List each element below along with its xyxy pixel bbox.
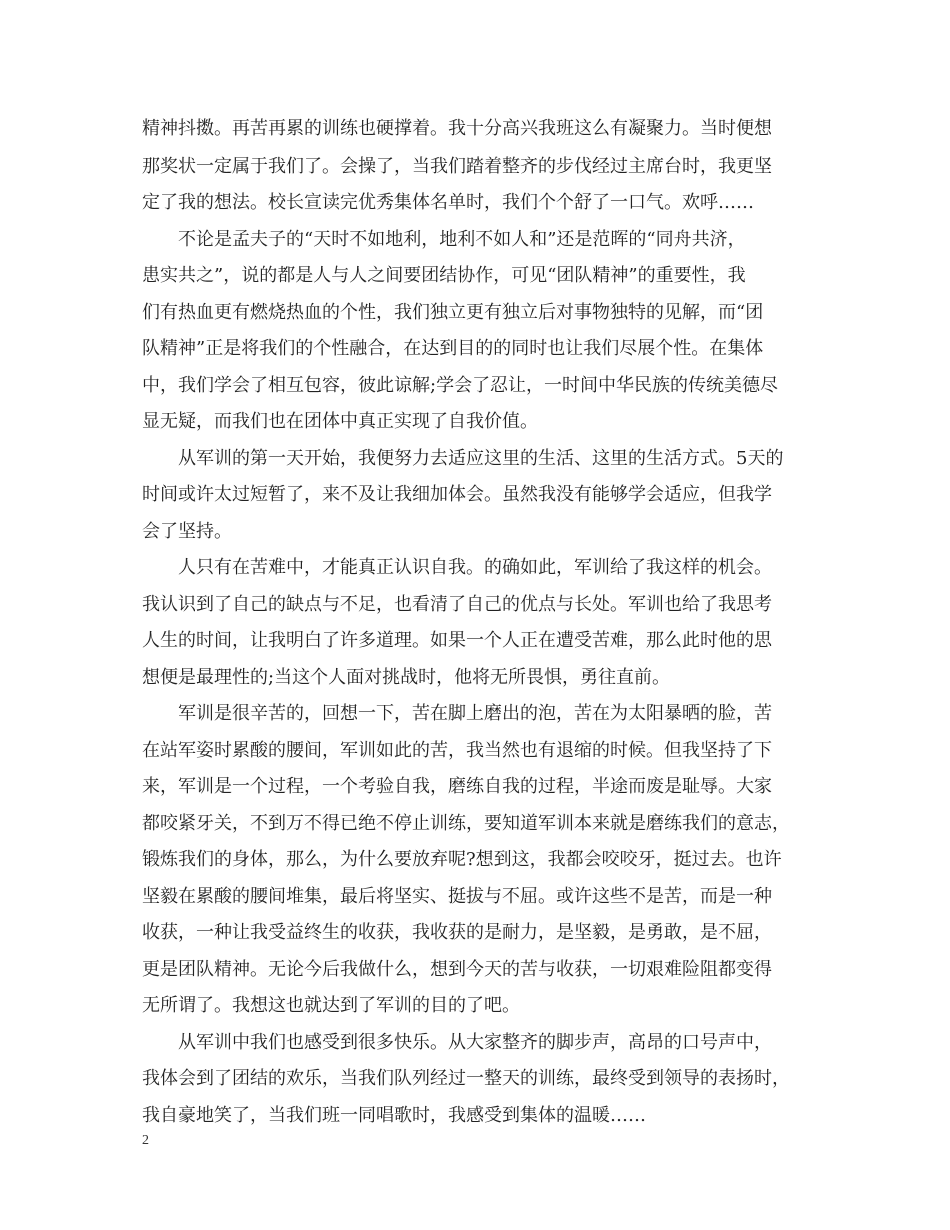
paragraph-first-line: 军训是很辛苦的，回想一下，苦在脚上磨出的泡，苦在为太阳暴晒的脸，苦 [178, 703, 772, 724]
text-line: 更是团队精神。无论今后我做什么，想到今天的苦与收获，一切艰难险阻都变得 [142, 959, 772, 980]
text-line: 精神抖擞。再苦再累的训练也硬撑着。我十分高兴我班这么有凝聚力。当时便想 [142, 118, 772, 139]
text-line: 我体会到了团结的欢乐，当我们队列经过一整天的训练，最终受到领导的表扬时， [142, 1068, 790, 1089]
text-line: 人生的时间，让我明白了许多道理。如果一个人正在遭受苦难，那么此时他的思 [142, 630, 772, 651]
text-line: 患实共之”，说的都是人与人之间要团结协作，可见“团队精神”的重要性，我 [142, 265, 746, 286]
page-number: 2 [142, 1133, 149, 1148]
text-line: 会了坚持。 [142, 521, 232, 542]
text-line: 来，军训是一个过程，一个考验自我，磨练自我的过程，半途而废是耻辱。大家 [142, 776, 772, 797]
text-line: 坚毅在累酸的腰间堆集，最后将坚实、挺拔与不屈。或许这些不是苦，而是一种 [142, 886, 772, 907]
text-line: 都咬紧牙关，不到万不得已绝不停止训练，要知道军训本来就是磨练我们的意志， [142, 813, 790, 834]
text-line: 想便是最理性的;当这个人面对挑战时，他将无所畏惧，勇往直前。 [142, 667, 671, 688]
text-line: 在站军姿时累酸的腰间，军训如此的苦，我当然也有退缩的时候。但我坚持了下 [142, 740, 772, 761]
text-line: 时间或许太过短暂了，来不及让我细加体会。虽然我没有能够学会适应，但我学 [142, 484, 772, 505]
paragraph-first-line: 人只有在苦难中，才能真正认识自我。的确如此，军训给了我这样的机会。 [178, 557, 772, 578]
paragraph-first-line: 从军训的第一天开始，我便努力去适应这里的生活、这里的生活方式。5天的 [178, 448, 784, 469]
paragraph-first-line: 不论是孟夫子的“天时不如地利，地利不如人和”还是范晖的“同舟共济， [178, 229, 746, 250]
text-line: 那奖状一定属于我们了。会操了，当我们踏着整齐的步伐经过主席台时，我更坚 [142, 156, 772, 177]
text-line: 定了我的想法。校长宣读完优秀集体名单时，我们个个舒了一口气。欢呼…… [142, 192, 754, 213]
text-line: 我认识到了自己的缺点与不足，也看清了自己的优点与长处。军训也给了我思考 [142, 594, 772, 615]
text-line: 收获，一种让我受益终生的收获，我收获的是耐力，是坚毅，是勇敢，是不屈， [142, 922, 772, 943]
text-line: 我自豪地笑了，当我们班一同唱歌时，我感受到集体的温暖…… [142, 1105, 646, 1126]
text-line: 中，我们学会了相互包容，彼此谅解;学会了忍让，一时间中华民族的传统美德尽 [142, 375, 779, 396]
text-line: 们有热血更有燃烧热血的个性，我们独立更有独立后对事物独特的见解，而“团 [142, 302, 764, 323]
text-line: 无所谓了。我想这也就达到了军训的目的了吧。 [142, 995, 520, 1016]
text-line: 队精神”正是将我们的个性融合，在达到目的的同时也让我们尽展个性。在集体 [142, 338, 764, 359]
paragraph-first-line: 从军训中我们也感受到很多快乐。从大家整齐的脚步声，高昂的口号声中， [178, 1032, 772, 1053]
text-line: 锻炼我们的身体，那么，为什么要放弃呢?想到这，我都会咬咬牙，挺过去。也许 [142, 849, 782, 870]
text-line: 显无疑，而我们也在团体中真正实现了自我价值。 [142, 411, 538, 432]
